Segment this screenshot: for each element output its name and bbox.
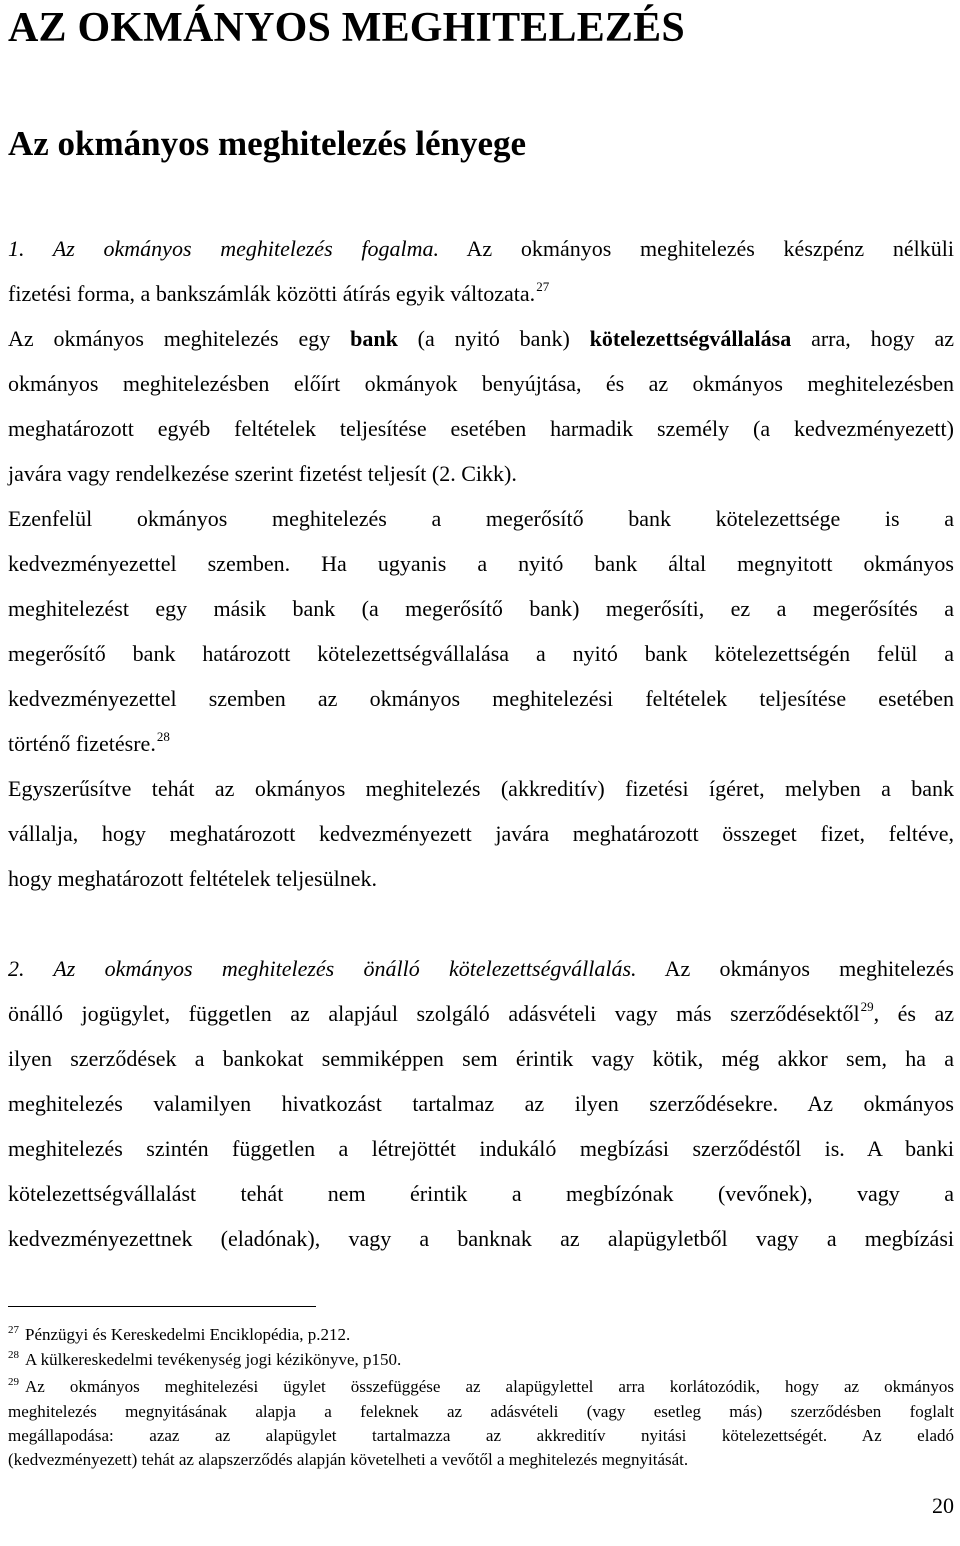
footnote-text: Pénzügyi és Kereskedelmi Enciklopédia, p.212. bbox=[25, 1325, 351, 1344]
footnote-ref-27[interactable]: 27 bbox=[536, 279, 550, 294]
paragraph-text: Az okmányos meghitelezés bbox=[664, 956, 954, 981]
paragraph-line: kötelezettségvállalást tehát nem érintik a megbízónak (vevőnek), vagy a bbox=[8, 1181, 954, 1206]
footnote-line: meghitelezés megnyitásának alapja a feleknek az adásvételi (vagy esetleg más) szerződésben foglalt bbox=[8, 1402, 954, 1421]
paragraph-line bbox=[8, 235, 954, 263]
footnote-ref-28[interactable]: 28 bbox=[156, 729, 170, 744]
paragraph-line: okmányos meghitelezésben előírt okmányok benyújtása, és az okmányos meghitelezésben bbox=[8, 371, 954, 396]
bold-term: kötelezettségvállalása bbox=[589, 326, 792, 351]
paragraph-line bbox=[8, 1000, 954, 1031]
section-heading: Az okmányos meghitelezés lényege bbox=[8, 124, 527, 163]
paragraph-text: történő fizetésre. bbox=[8, 731, 156, 756]
paragraph-text: Az okmányos meghitelezés egy bbox=[8, 326, 351, 351]
footnote-line: megállapodása: azaz az alapügylet tartalmazza az akkreditív nyitási kötelezettségét. Az eladó bbox=[8, 1426, 954, 1445]
footnote-text: A külkereskedelmi tevékenység jogi kézikönyve, p150. bbox=[25, 1350, 402, 1369]
paragraph-line: ilyen szerződések a bankokat semmiképpen sem érintik vagy kötik, még akkor sem, ha a bbox=[8, 1046, 954, 1071]
paragraph-text: (a nyitó bank) bbox=[397, 326, 590, 351]
paragraph-line: meghatározott egyéb feltételek teljesítése esetében harmadik személy (a kedvezményezett) bbox=[8, 416, 954, 441]
paragraph-line: hogy meghatározott feltételek teljesülnek. bbox=[8, 866, 377, 891]
paragraph-line bbox=[8, 280, 954, 311]
paragraph-line bbox=[8, 325, 954, 353]
footnote-line: (kedvezményezett) tehát az alapszerződés alapján követelheti a vevőtől a meghitelezés megnyitását. bbox=[8, 1450, 689, 1469]
paragraph-line: kedvezményezettnek (eladónak), vagy a banknak az alapügyletből vagy a megbízási bbox=[8, 1226, 954, 1251]
footnote-29 bbox=[8, 1376, 954, 1400]
paragraph-line: meghitelezés szintén független a létrejöttét indukáló megbízási szerződéstől is. A banki bbox=[8, 1136, 954, 1161]
paragraph-line: vállalja, hogy meghatározott kedvezményezett javára meghatározott összeget fizet, feltéve, bbox=[8, 821, 954, 846]
paragraph-line bbox=[8, 730, 954, 761]
footnote-number: 29 bbox=[8, 1376, 19, 1388]
paragraph-line: kedvezményezettel szemben az okmányos meghitelezési feltételek teljesítése esetében bbox=[8, 686, 954, 711]
footnote-27 bbox=[8, 1324, 954, 1348]
paragraph-line: javára vagy rendelkezése szerint fizetést teljesít (2. Cikk). bbox=[8, 461, 517, 486]
paragraph-line: meghitelezés valamilyen hivatkozást tartalmaz az ilyen szerződésekre. Az okmányos bbox=[8, 1091, 954, 1116]
paragraph-line: kedvezményezettel szemben. Ha ugyanis a nyitó bank által megnyitott okmányos bbox=[8, 551, 954, 576]
paragraph-text: Az okmányos meghitelezés készpénz nélküli bbox=[466, 236, 954, 261]
footnote-divider bbox=[8, 1306, 316, 1307]
footnote-number: 27 bbox=[8, 1324, 19, 1336]
footnote-number: 28 bbox=[8, 1349, 19, 1361]
paragraph-line bbox=[8, 955, 954, 983]
paragraph-line: meghitelezést egy másik bank (a megerősítő bank) megerősíti, ez a megerősítés a bbox=[8, 596, 954, 621]
page-number: 20 bbox=[932, 1493, 954, 1518]
footnote-28 bbox=[8, 1349, 954, 1373]
paragraph-text: arra, hogy az bbox=[791, 326, 954, 351]
paragraph-text: fizetési forma, a bankszámlák közötti átírás egyik változata. bbox=[8, 281, 536, 306]
footnote-text: Az okmányos meghitelezési ügylet összefüggése az alapügylettel arra korlátozódik, hogy az okmányos bbox=[25, 1377, 954, 1396]
paragraph-text: önálló jogügylet, független az alapjául szolgáló adásvételi vagy más szerződésektől bbox=[8, 1001, 860, 1026]
subsection-heading: 1. Az okmányos meghitelezés fogalma. bbox=[8, 236, 439, 261]
bold-term: bank bbox=[350, 326, 398, 351]
document-title: AZ OKMÁNYOS MEGHITELEZÉS bbox=[8, 5, 685, 51]
subsection-heading: 2. Az okmányos meghitelezés önálló kötelezettségvállalás. bbox=[8, 956, 637, 981]
paragraph-line: Egyszerűsítve tehát az okmányos meghitelezés (akkreditív) fizetési ígéret, melyben a bank bbox=[8, 776, 954, 801]
paragraph-text: , és az bbox=[873, 1001, 954, 1026]
paragraph-line: Ezenfelül okmányos meghitelezés a megerősítő bank kötelezettsége is a bbox=[8, 506, 954, 531]
footnote-ref-29[interactable]: 29 bbox=[860, 999, 874, 1014]
paragraph-line: megerősítő bank határozott kötelezettségvállalása a nyitó bank kötelezettségén felül a bbox=[8, 641, 954, 666]
